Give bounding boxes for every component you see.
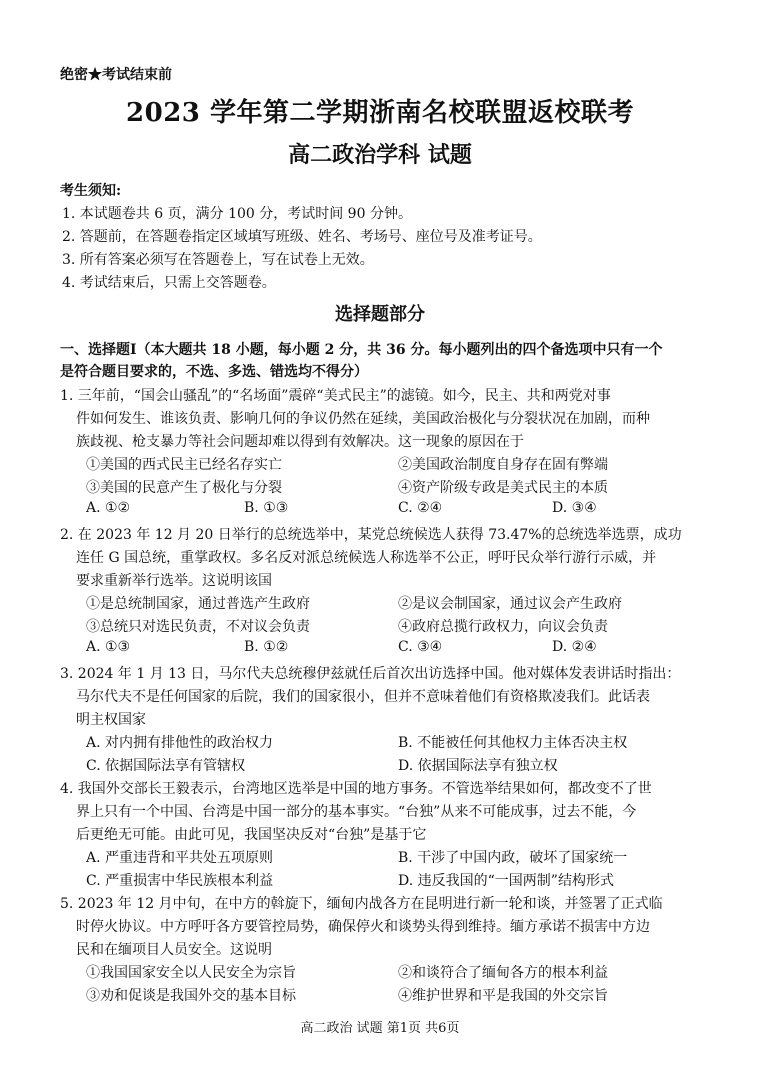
choice-b: B. 干涉了中国内政，破坏了国家统一 — [398, 850, 628, 866]
statement: ②和谈符合了缅甸各方的根本利益 — [398, 965, 608, 981]
notice-item: 3. 所有答案必须写在答题卷上，写在试卷上无效。 — [62, 252, 374, 268]
choice-a: A. 严重违背和平共处五项原则 — [86, 850, 274, 866]
choice-c: C. ②④ — [398, 500, 443, 516]
part-instructions: 是符合题目要求的，不选、多选、错选均不得分） — [60, 364, 368, 380]
question-4-text: 4. 我国外交部长王毅表示，台湾地区选举是中国的地方事务。不管选举结果如何，都改变不了世 — [60, 781, 652, 797]
exam-title: 2023 学年第二学期浙南名校联盟返校联考 — [126, 98, 634, 128]
question-3-text: 明主权国家 — [76, 712, 146, 728]
statement: ③美国的民意产生了极化与分裂 — [86, 480, 282, 496]
statement: ③总统只对选民负责，不对议会负责 — [86, 619, 310, 635]
section-title: 选择题部分 — [335, 304, 425, 325]
choice-d: D. ③④ — [552, 500, 597, 516]
choice-d: D. ②④ — [552, 639, 597, 655]
choice-c: C. ③④ — [398, 639, 443, 655]
confidential-mark: 绝密★考试结束前 — [60, 67, 172, 83]
choice-b: B. ①② — [244, 639, 289, 655]
question-5-text: 5. 2023 年 12 月中旬，在中方的斡旋下，缅甸内战各方在昆明进行新一轮和谈，并签署了正式临 — [60, 896, 663, 912]
question-3-text: 马尔代夫不是任何国家的后院，我们的国家很小，但并不意味着他们有资格欺凌我们。此话表 — [76, 689, 650, 705]
choice-c: C. 依据国际法享有管辖权 — [86, 758, 246, 774]
statement: ④资产阶级专政是美式民主的本质 — [398, 480, 608, 496]
question-5-text: 时停火协议。中方呼吁各方要管控局势，确保停火和谈势头得到维持。缅方承诺不损害中方边 — [76, 919, 650, 935]
question-1-text: 族歧视、枪支暴力等社会问题却难以得到有效解决。这一现象的原因在于 — [76, 434, 524, 450]
choice-d: D. 违反我国的“一国两制”结构形式 — [398, 873, 614, 889]
question-2-text: 要求重新举行选举。这说明该国 — [76, 573, 272, 589]
question-4-text: 界上只有一个中国、台湾是中国一部分的基本事实。“台独”从来不可能成事，过去不能，今 — [76, 804, 637, 820]
statement: ②是议会制国家，通过议会产生政府 — [398, 596, 622, 612]
statement: ①是总统制国家，通过普选产生政府 — [86, 596, 310, 612]
choice-b: B. 不能被任何其他权力主体否决主权 — [398, 735, 628, 751]
statement: ④政府总揽行政权力，向议会负责 — [398, 619, 608, 635]
question-3-text: 3. 2024 年 1 月 13 日，马尔代夫总统穆伊兹就任后首次出访选择中国。他对媒体发表讲话时指出： — [60, 666, 681, 682]
notice-heading: 考生须知: — [60, 183, 122, 199]
page-footer: 高二政治 试题 第1页 共6页 — [300, 1021, 460, 1036]
statement: ②美国政治制度自身存在固有弊端 — [398, 457, 608, 473]
statement: ①美国的西式民主已经名存实亡 — [86, 457, 282, 473]
choice-a: A. ①② — [86, 500, 131, 516]
statement: ③劝和促谈是我国外交的基本目标 — [86, 988, 296, 1004]
question-1-text: 件如何发生、谁该负责、影响几何的争议仍然在延续，美国政治极化与分裂状况在加剧，而种 — [76, 411, 650, 427]
question-1-text: 1. 三年前，“国会山骚乱”的“名场面”震碎“美式民主”的滤镜。如今，民主、共和两党对事 — [60, 388, 611, 404]
choice-a: A. ①③ — [86, 639, 131, 655]
question-4-text: 后更绝无可能。由此可见，我国坚决反对“台独”是基于它 — [76, 827, 427, 843]
question-2-text: 2. 在 2023 年 12 月 20 日举行的总统选举中，某党总统候选人获得 73.47%的总统选举选票，成功 — [60, 527, 682, 543]
choice-b: B. ①③ — [244, 500, 289, 516]
statement: ①我国国家安全以人民安全为宗旨 — [86, 965, 296, 981]
question-2-text: 连任 G 国总统，重掌政权。多名反对派总统候选人称选举不公正，呼吁民众举行游行示威，并 — [76, 550, 657, 566]
choice-d: D. 依据国际法享有独立权 — [398, 758, 558, 774]
part-instructions: 一、选择题Ⅰ（本大题共 18 小题，每小题 2 分，共 36 分。每小题列出的四个备选项中只有一个 — [60, 342, 663, 358]
choice-a: A. 对内拥有排他性的政治权力 — [86, 735, 274, 751]
notice-item: 4. 考试结束后，只需上交答题卷。 — [62, 275, 276, 291]
notice-item: 2. 答题前，在答题卷指定区域填写班级、姓名、考场号、座位号及准考证号。 — [62, 229, 542, 245]
exam-subtitle: 高二政治学科 试题 — [288, 143, 472, 168]
notice-item: 1. 本试题卷共 6 页，满分 100 分，考试时间 90 分钟。 — [62, 206, 412, 222]
statement: ④维护世界和平是我国的外交宗旨 — [398, 988, 608, 1004]
question-5-text: 民和在缅项目人员安全。这说明 — [76, 942, 272, 958]
choice-c: C. 严重损害中华民族根本利益 — [86, 873, 274, 889]
